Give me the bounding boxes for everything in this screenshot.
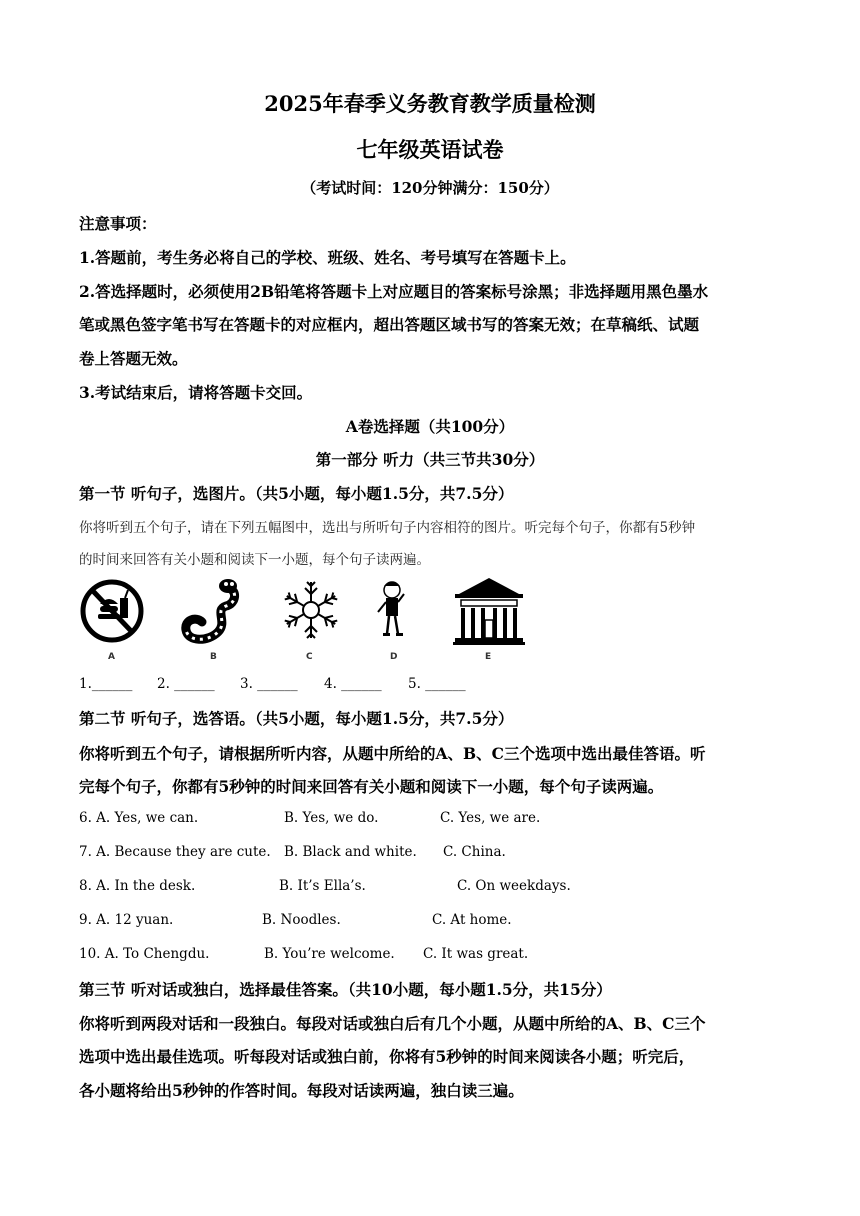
answer-blank-4[interactable]: 4. ______ [324, 676, 382, 692]
section3-instruction-1: 你将听到两段对话和一段独白。每段对话或独白后有几个小题，从题中所给的A、B、C三个 [79, 1014, 706, 1033]
answer-blank-5[interactable]: 5. ______ [408, 676, 466, 692]
section3-instruction-3: 各小题将给出5秒钟的作答时间。每段对话读两遍，独白读三遍。 [79, 1081, 524, 1100]
question-7-option-b: B. Black and white. [284, 844, 417, 860]
question-9-option-b: B. Noodles. [262, 912, 341, 928]
exam-info: （考试时间：120分钟满分：150分） [301, 179, 559, 197]
boy-icon [372, 576, 412, 648]
section3-instruction-2: 选项中选出最佳选项。听每段对话或独白前，你将有5秒钟的时间来阅读各小题；听完后， [79, 1047, 695, 1066]
exam-title: 2025年春季义务教育教学质量检测 [264, 91, 596, 116]
question-9-option-c: C. At home. [432, 912, 512, 928]
picture-e [451, 576, 527, 666]
question-10-option-b: B. You’re welcome. [264, 946, 395, 962]
picture-e-letter: E [485, 652, 492, 662]
section2-instruction-2: 完每个句子，你都有5秒钟的时间来回答有关小题和阅读下一小题，每个句子读两遍。 [79, 777, 664, 796]
question-10-option-a: 10. A. To Chengdu. [79, 946, 210, 962]
question-10-option-c: C. It was great. [423, 946, 529, 962]
section2-title: 第二节 听句子，选答语。（共5小题，每小题1.5分，共7.5分） [79, 709, 514, 728]
section1-instruction-1: 你将听到五个句子，请在下列五幅图中，选出与所听句子内容相符的图片。听完每个句子，你都有5秒钟 [79, 520, 696, 536]
note-2-line-1: 2.答选择题时，必须使用2B铅笔将答题卡上对应题目的答案标号涂黑；非选择题用黑色墨水 [79, 282, 709, 301]
question-8-option-a: 8. A. In the desk. [79, 878, 196, 894]
note-2-line-3: 卷上答题无效。 [79, 349, 188, 368]
question-8-option-c: C. On weekdays. [457, 878, 571, 894]
answer-blank-3[interactable]: 3. ______ [240, 676, 298, 692]
question-9-option-a: 9. A. 12 yuan. [79, 912, 174, 928]
volume-a-heading: A卷选择题（共100分） [345, 417, 515, 436]
notes-heading: 注意事项： [79, 214, 157, 233]
section1-title: 第一节 听句子，选图片。（共5小题，每小题1.5分，共7.5分） [79, 484, 514, 503]
picture-b-letter: B [210, 652, 217, 662]
question-8-option-b: B. It’s Ella’s. [279, 878, 366, 894]
section3-title: 第三节 听对话或独白，选择最佳答案。（共10小题，每小题1.5分，共15分） [79, 980, 612, 999]
answer-blank-2[interactable]: 2. ______ [157, 676, 215, 692]
question-7-option-c: C. China. [443, 844, 506, 860]
section1-instruction-2: 的时间来回答有关小题和阅读下一小题，每个句子读两遍。 [79, 552, 430, 568]
picture-d-letter: D [390, 652, 398, 662]
picture-d [372, 576, 418, 666]
part1-heading: 第一部分 听力（共三节共30分） [315, 450, 545, 469]
answer-blank-1[interactable]: 1.______ [79, 676, 133, 692]
section2-instruction-1: 你将听到五个句子，请根据所听内容，从题中所给的A、B、C三个选项中选出最佳答语。听 [79, 744, 706, 763]
question-6-option-a: 6. A. Yes, we can. [79, 810, 199, 826]
picture-b [178, 576, 248, 666]
question-7-option-a: 7. A. Because they are cute. [79, 844, 271, 860]
question-6-option-b: B. Yes, we do. [284, 810, 379, 826]
question-6-option-c: C. Yes, we are. [440, 810, 541, 826]
museum-icon [451, 576, 527, 648]
snake-icon [178, 576, 248, 650]
picture-c [278, 576, 344, 666]
picture-a-letter: A [108, 652, 115, 662]
no-food-drink-icon [80, 576, 144, 646]
note-1: 1.答题前，考生务必将自己的学校、班级、姓名、考号填写在答题卡上。 [79, 248, 576, 267]
snowflake-icon [278, 576, 344, 648]
exam-subtitle: 七年级英语试卷 [356, 137, 504, 162]
picture-a [80, 576, 146, 666]
note-2-line-2: 笔或黑色签字笔书写在答题卡的对应框内，超出答题区域书写的答案无效；在草稿纸、试题 [79, 315, 700, 334]
note-3: 3.考试结束后，请将答题卡交回。 [79, 383, 313, 402]
picture-c-letter: C [306, 652, 313, 662]
